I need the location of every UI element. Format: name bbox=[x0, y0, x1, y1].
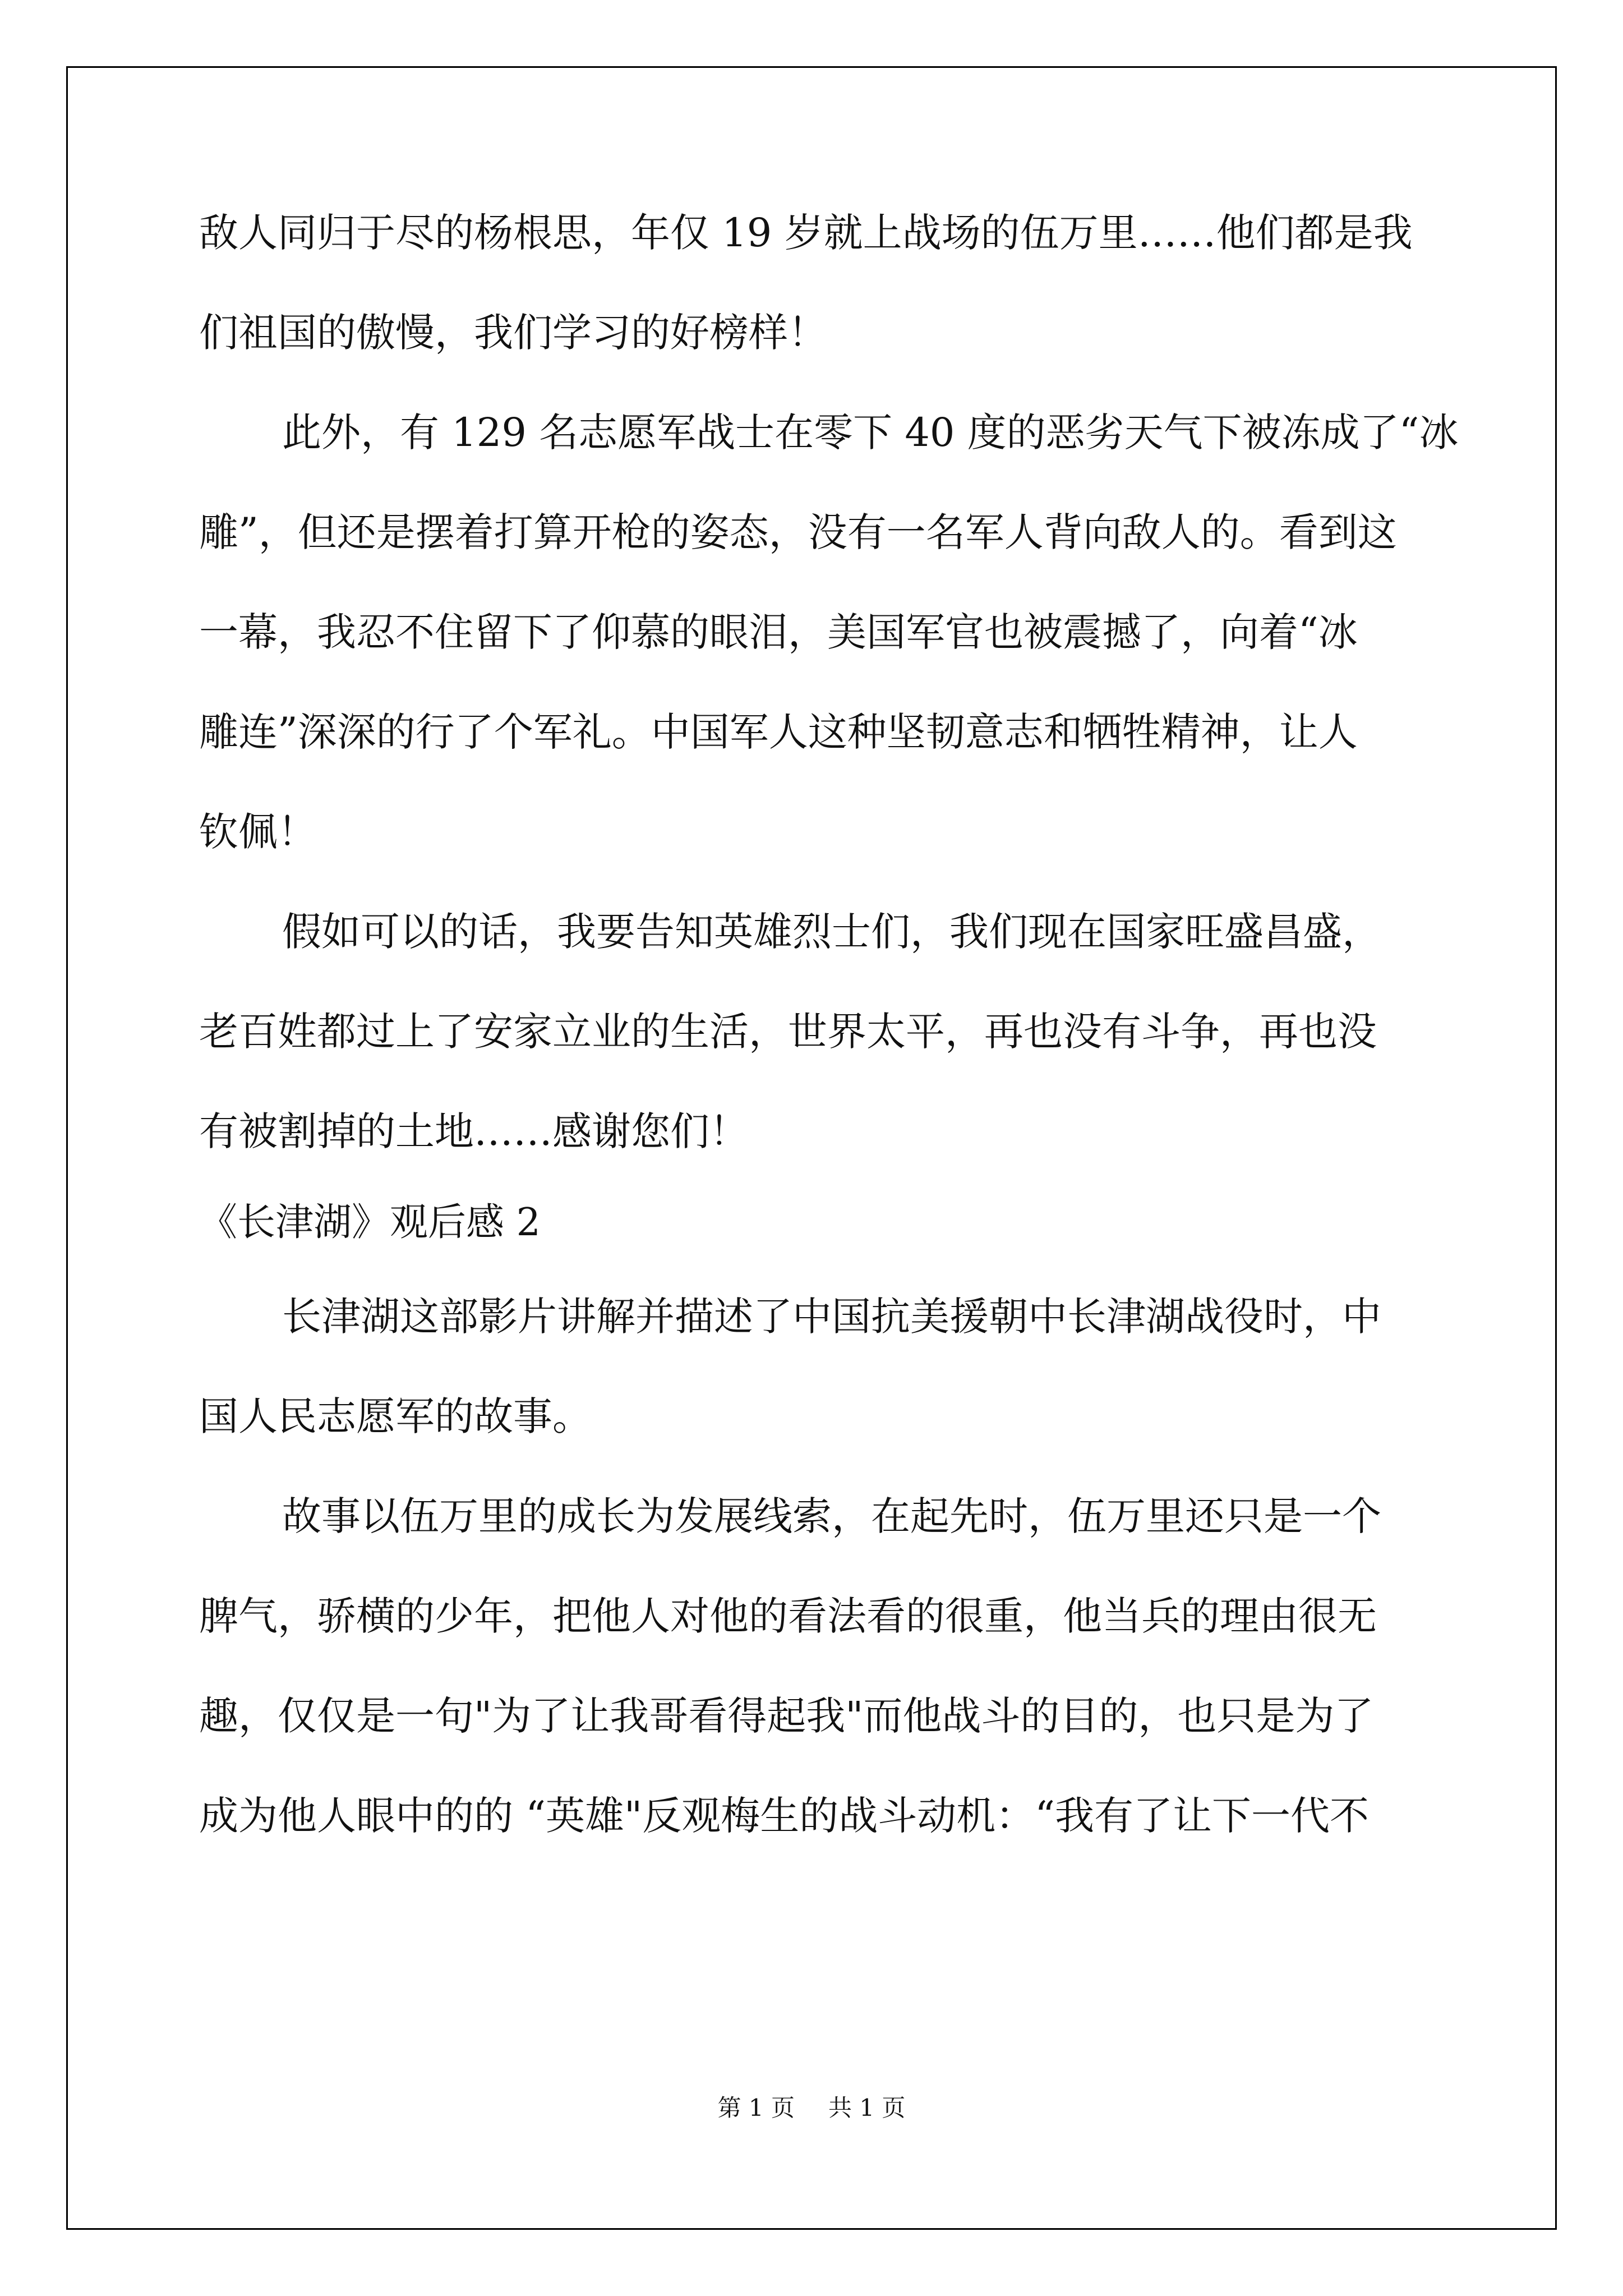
paragraph-4-line-1: 长津湖这部影片讲解并描述了中国抗美援朝中长津湖战役时，中 bbox=[282, 1294, 1381, 1340]
section-heading: 《长津湖》观后感 2 bbox=[199, 1200, 541, 1245]
paragraph-3-line-1: 假如可以的话，我要告知英雄烈士们，我们现在国家旺盛昌盛， bbox=[282, 909, 1381, 955]
page-footer bbox=[0, 2091, 1623, 2125]
paragraph-3-line-3: 有被割掉的土地……感谢您们！ bbox=[199, 1108, 749, 1154]
paragraph-5-line-4: 成为他人眼中的的 “英雄"反观梅生的战斗动机：“我有了让下一代不 bbox=[199, 1793, 1370, 1839]
page-total: 共 1 页 bbox=[828, 2094, 906, 2122]
paragraph-5-line-2: 脾气，骄横的少年，把他人对他的看法看的很重，他当兵的理由很无 bbox=[199, 1593, 1377, 1639]
paragraph-5-line-3: 趣，仅仅是一句"为了让我哥看得起我"而他战斗的目的，也只是为了 bbox=[199, 1693, 1374, 1739]
paragraph-1-line-2: 们祖国的傲慢，我们学习的好榜样！ bbox=[199, 310, 827, 356]
paragraph-3-line-2: 老百姓都过上了安家立业的生活，世界太平，再也没有斗争，再也没 bbox=[199, 1009, 1377, 1055]
paragraph-4-line-2: 国人民志愿军的故事。 bbox=[199, 1393, 592, 1439]
paragraph-2-line-3: 一幕，我忍不住留下了仰慕的眼泪，美国军官也被震撼了，向着“冰 bbox=[199, 609, 1358, 655]
paragraph-1-line-1: 敌人同归于尽的杨根思，年仅 19 岁就上战场的伍万里……他们都是我 bbox=[199, 210, 1413, 256]
paragraph-2-line-4: 雕连”深深的行了个军礼。中国军人这种坚韧意志和牺牲精神，让人 bbox=[199, 709, 1358, 755]
paragraph-5-line-1: 故事以伍万里的成长为发展线索，在起先时，伍万里还只是一个 bbox=[282, 1493, 1381, 1539]
paragraph-2-line-5: 钦佩！ bbox=[199, 809, 317, 855]
paragraph-2-line-1: 此外，有 129 名志愿军战士在零下 40 度的恶劣天气下被冻成了“冰 bbox=[282, 409, 1459, 455]
paragraph-2-line-2: 雕”，但还是摆着打算开枪的姿态，没有一名军人背向敌人的。看到这 bbox=[199, 509, 1397, 555]
page-number: 第 1 页 bbox=[717, 2094, 795, 2122]
